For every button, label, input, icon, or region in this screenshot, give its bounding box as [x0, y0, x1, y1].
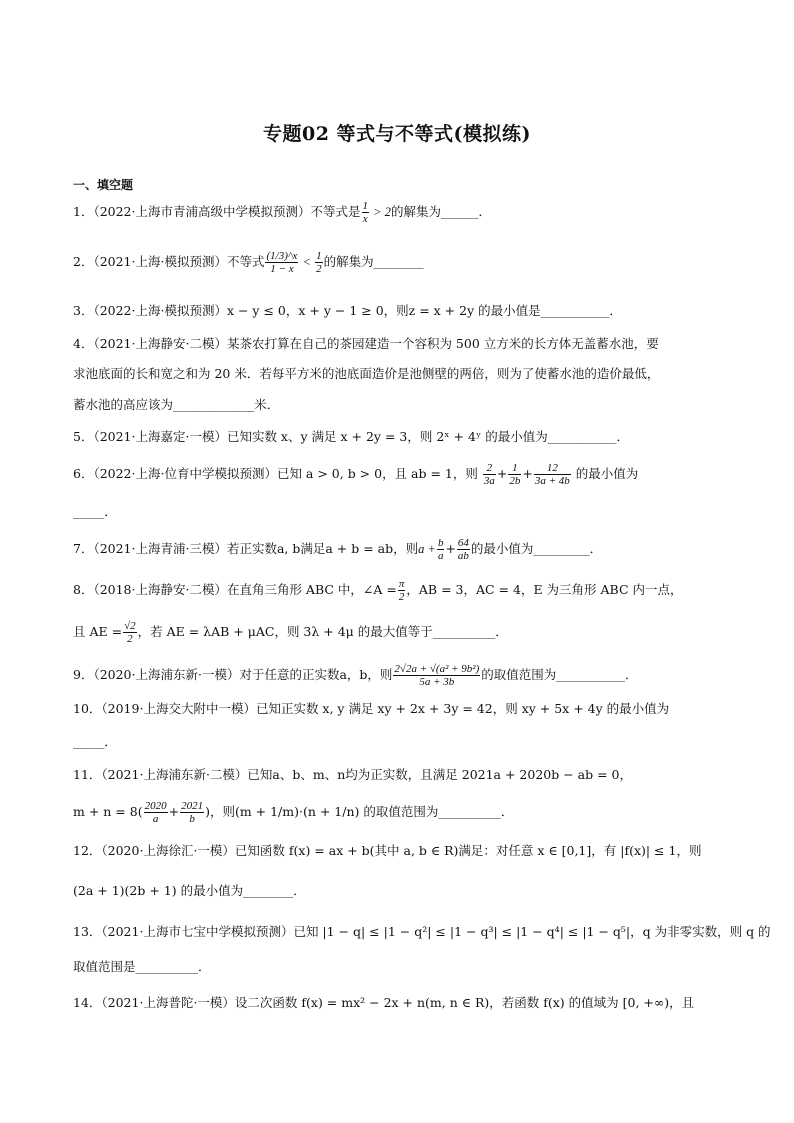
question-1-text: 1．（2022·上海市青浦高级中学模拟预测）不等式是	[73, 204, 361, 219]
question-11-text: m + n = 8(	[73, 804, 143, 819]
question-4-line-1: 4．（2021·上海静安·二模）某茶农打算在自己的茶园建造一个容积为 500 立方米的长方体无盖蓄水池，要	[73, 336, 659, 351]
question-2-text-end: 的解集为________	[323, 254, 424, 269]
fraction: $\frac{\pi}{2}$	[398, 578, 405, 603]
question-12-line-2: (2a + 1)(2b + 1) 的最小值为________．	[73, 883, 306, 898]
fraction: $\frac{√2}{2}$	[124, 620, 136, 645]
question-7: 7．（2021·上海青浦·三模）若正实数a, b满足a + b = ab，则a + $\frac{b}{a}$ + $\frac{64}{ab}$ 的最小值为_________．	[73, 537, 603, 562]
question-8-line-2	[73, 620, 508, 645]
question-14: 14．（2021·上海普陀·一模）设二次函数 f(x) = mx² − 2x + n(m, n ∈ R)，若函数 f(x) 的值域为 [0, +∞)，且	[73, 995, 695, 1010]
question-2-text: 2．（2021·上海·模拟预测）不等式	[73, 254, 265, 269]
question-7-text: 7．（2021·上海青浦·三模）若正实数a, b满足a + b = ab，则	[73, 541, 419, 556]
question-7-text-end: 的最小值为_________．	[470, 541, 603, 556]
question-8-text-cont: ，AB = 3，AC = 4，E 为三角形 ABC 内一点，	[406, 582, 683, 597]
fraction: $\frac{\text{2√2a + √(a² + 9b²)}}{5a + 3b}$	[394, 663, 480, 688]
question-9-text-end: 的取值范围为___________．	[481, 667, 638, 682]
fraction: $\frac{1}{x}$	[362, 200, 368, 225]
fraction: $\frac{1}{2}$	[316, 250, 322, 275]
question-6-text-end: 的最小值为	[575, 466, 639, 481]
question-4-line-2: 求池底面的长和宽之和为 20 米．若每平方米的池底面造价是池侧壁的两倍，则为了使蓄水池的造价最低，	[73, 366, 660, 381]
question-10-line-2: _____．	[73, 734, 117, 749]
question-9	[73, 663, 638, 688]
question-9-text: 9．（2020·上海浦东新·一模）对于任意的正实数a，b，则	[73, 667, 393, 682]
question-1: 1．（2022·上海市青浦高级中学模拟预测）不等式是 $\frac{1}{x}$ > 2的解集为______．	[73, 200, 491, 225]
question-2: 2．（2021·上海·模拟预测）不等式 $\frac{(1/3)\^{}x}{1 - x}$ < $\frac{1}{2}$ 的解集为________	[73, 250, 424, 275]
question-5: 5．（2021·上海嘉定·一模）已知实数 x、y 满足 x + 2y = 3，则 2ˣ + 4ʸ 的最小值为___________．	[73, 429, 629, 444]
question-8-text-2: 且 AE =	[73, 624, 123, 639]
question-10-line-1: 10．（2019·上海交大附中一模）已知正实数 x, y 满足 xy + 2x + 3y = 42，则 xy + 5x + 4y 的最小值为	[73, 701, 670, 716]
question-1-text-end: 的解集为______．	[390, 204, 491, 219]
question-3: 3．（2022·上海·模拟预测）x − y ≤ 0，x + y − 1 ≥ 0，则z = x + 2y 的最小值是___________．	[73, 303, 622, 318]
fraction: $\frac{2020}{a}$	[144, 800, 167, 825]
section-heading: 一、填空题	[73, 178, 134, 192]
page-title: 专题02 等式与不等式(模拟练)	[262, 123, 532, 145]
question-11-line-2: m + n = 8( $\frac{2020}{a}$ + $\frac{2021}{b}$ )，则(m + 1/m)·(n + 1/n) 的取值范围为__________．	[73, 800, 514, 825]
question-12-line-1: 12．（2020·上海徐汇·一模）已知函数 f(x) = ax + b(其中 a, b ∈ R)满足：对任意 x ∈ [0,1]，有 |f(x)| ≤ 1，则	[73, 843, 702, 858]
question-4-line-3: 蓄水池的高应该为_____________米．	[73, 397, 280, 412]
fraction: $\frac{2}{3a}$	[483, 462, 495, 487]
question-11-line-1: 11．（2021·上海浦东新·二模）已知a、b、m、n均为正实数，且满足 2021a + 2020b − ab = 0，	[73, 767, 632, 782]
question-13-line-1: 13．（2021·上海市七宝中学模拟预测）已知 |1 − q| ≤ |1 − q²| ≤ |1 − q³| ≤ |1 − q⁴| ≤ |1 − q⁵|，q 为非零实数，则 q 的	[73, 924, 771, 939]
question-6-text: 6．（2022·上海·位育中学模拟预测）已知 a > 0, b > 0，且 ab = 1，则	[73, 466, 478, 481]
question-8-line-1	[73, 578, 683, 603]
question-8-text: 8．（2018·上海静安·二模）在直角三角形 ABC 中，∠A =	[73, 582, 397, 597]
fraction: $\frac{(1/3)\^{}x}{1 - x}$	[266, 250, 298, 275]
fraction: $\frac{b}{a}$	[437, 537, 444, 562]
question-11-text-end: )，则(m + 1/m)·(n + 1/n) 的取值范围为__________．	[205, 804, 514, 819]
question-8-text-end: ，若 AE = λAB + μAC，则 3λ + 4μ 的最大值等于__________．	[137, 624, 508, 639]
question-13-line-2: 取值范围是__________．	[73, 959, 211, 974]
fraction: $\frac{2021}{b}$	[181, 800, 204, 825]
fraction: $\frac{12}{3a + 4b}$	[534, 462, 570, 487]
question-6: 6．（2022·上海·位育中学模拟预测）已知 a > 0, b > 0，且 ab = 1，则 $\frac{2}{3a}$ + $\frac{1}{2b}$ + $\frac{12}{3a + 4b}$ 的最小值为	[73, 462, 639, 487]
fraction: $\frac{1}{2b}$	[509, 462, 521, 487]
question-6-blank: _____．	[73, 504, 117, 519]
fraction: $\frac{64}{ab}$	[457, 537, 469, 562]
